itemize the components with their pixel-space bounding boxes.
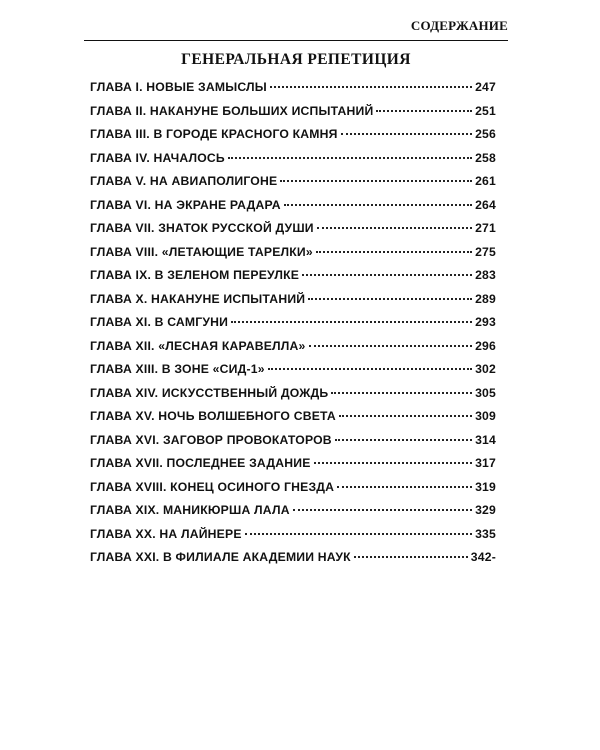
toc-entry[interactable]: [90, 104, 496, 128]
toc-entry-title: ГЛАВА IV. НАЧАЛОСЬ: [90, 150, 225, 165]
dot-leader: [280, 180, 472, 182]
toc-entry-title: ГЛАВА XVI. ЗАГОВОР ПРОВОКАТОРОВ: [90, 432, 332, 447]
dot-leader: [270, 86, 472, 88]
toc-entry-title: ГЛАВА III. В ГОРОДЕ КРАСНОГО КАМНЯ: [90, 127, 338, 141]
toc-entry[interactable]: [90, 550, 496, 574]
toc-entry[interactable]: [90, 221, 496, 245]
toc-entry-page: 293: [475, 315, 496, 329]
toc-entry-title: ГЛАВА XI. В САМГУНИ: [90, 315, 229, 329]
running-header: СОДЕРЖАНИЕ: [410, 18, 508, 33]
dot-leader: [293, 509, 472, 511]
toc-entry-page: 342-: [470, 550, 496, 564]
toc-entry-title: ГЛАВА XIII. В ЗОНЕ «СИД-1»: [90, 362, 265, 376]
toc-entry[interactable]: [90, 80, 496, 104]
toc-entry[interactable]: [90, 456, 496, 480]
toc-entry-page: 309: [475, 409, 496, 423]
toc-entry[interactable]: [90, 362, 496, 386]
toc-entry-title: ГЛАВА XXI. В ФИЛИАЛЕ АКАДЕМИИ НАУК: [90, 550, 351, 564]
toc-entry-page: 256: [475, 127, 496, 141]
toc-entry-title: ГЛАВА XIV. ИСКУССТВЕННЫЙ ДОЖДЬ: [90, 385, 329, 400]
toc-entry[interactable]: [90, 268, 496, 292]
dot-leader: [231, 321, 472, 323]
toc-entry-title: ГЛАВА X. НАКАНУНЕ ИСПЫТАНИЙ: [90, 291, 306, 306]
table-of-contents: [90, 80, 496, 574]
toc-entry-page: 317: [475, 456, 496, 470]
dot-leader: [302, 274, 472, 276]
toc-entry-page: 302: [475, 362, 496, 376]
toc-entry[interactable]: [90, 198, 496, 222]
toc-entry-page: 335: [475, 526, 496, 541]
toc-entry-page: 271: [475, 221, 496, 235]
toc-entry-title: ГЛАВА VII. ЗНАТОК РУССКОЙ ДУШИ: [90, 221, 314, 235]
dot-leader: [228, 157, 472, 159]
toc-entry-page: 264: [475, 197, 496, 212]
toc-entry-title: ГЛАВА XVIII. КОНЕЦ ОСИНОГО ГНЕЗДА: [90, 479, 335, 494]
toc-entry-title: ГЛАВА I. НОВЫЕ ЗАМЫСЛЫ: [90, 80, 267, 94]
dot-leader: [314, 462, 473, 464]
toc-entry-page: 314: [475, 432, 496, 447]
toc-entry[interactable]: [90, 151, 496, 175]
toc-entry-page: 283: [475, 268, 496, 282]
dot-leader: [317, 227, 472, 229]
dot-leader: [335, 439, 472, 441]
dot-leader: [376, 110, 472, 112]
dot-leader: [309, 345, 473, 347]
toc-entry-title: ГЛАВА XV. НОЧЬ ВОЛШЕБНОГО СВЕТА: [90, 409, 336, 423]
dot-leader: [331, 392, 472, 394]
toc-entry[interactable]: [90, 386, 496, 410]
toc-entry-title: ГЛАВА XX. НА ЛАЙНЕРЕ: [90, 526, 242, 541]
toc-entry[interactable]: [90, 339, 496, 363]
dot-leader: [316, 251, 472, 253]
toc-entry-page: 289: [475, 291, 496, 306]
toc-entry-page: 247: [475, 80, 496, 94]
toc-entry[interactable]: [90, 245, 496, 269]
toc-entry-page: 275: [475, 244, 496, 259]
dot-leader: [337, 486, 472, 488]
toc-entry[interactable]: [90, 433, 496, 457]
dot-leader: [268, 368, 472, 370]
toc-entry-title: ГЛАВА XVII. ПОСЛЕДНЕЕ ЗАДАНИЕ: [90, 456, 311, 470]
toc-entry-title: ГЛАВА XIX. МАНИКЮРША ЛАЛА: [90, 503, 290, 517]
dot-leader: [339, 415, 472, 417]
toc-entry-page: 305: [475, 385, 496, 400]
toc-entry[interactable]: [90, 480, 496, 504]
toc-entry-page: 319: [475, 479, 496, 494]
header-rule: [84, 40, 508, 41]
toc-entry-title: ГЛАВА II. НАКАНУНЕ БОЛЬШИХ ИСПЫТАНИЙ: [90, 103, 374, 118]
toc-entry-title: ГЛАВА VI. НА ЭКРАНЕ РАДАРА: [90, 197, 281, 212]
dot-leader: [308, 298, 472, 300]
dot-leader: [341, 133, 472, 135]
toc-entry[interactable]: [90, 292, 496, 316]
toc-entry[interactable]: [90, 503, 496, 527]
toc-entry-title: ГЛАВА V. НА АВИАПОЛИГОНЕ: [90, 174, 278, 188]
toc-entry-page: 261: [475, 174, 496, 188]
toc-entry-page: 329: [475, 503, 496, 517]
toc-entry-page: 296: [475, 338, 496, 353]
toc-entry-title: ГЛАВА IX. В ЗЕЛЕНОМ ПЕРЕУЛКЕ: [90, 268, 300, 282]
toc-entry-title: ГЛАВА VIII. «ЛЕТАЮЩИЕ ТАРЕЛКИ»: [90, 244, 313, 259]
dot-leader: [245, 533, 472, 535]
toc-entry[interactable]: [90, 127, 496, 151]
toc-entry-title: ГЛАВА XII. «ЛЕСНАЯ КАРАВЕЛЛА»: [90, 338, 306, 353]
toc-entry[interactable]: [90, 174, 496, 198]
toc-entry[interactable]: [90, 527, 496, 551]
dot-leader: [284, 204, 472, 206]
dot-leader: [354, 556, 468, 558]
toc-entry-page: 251: [475, 103, 496, 118]
toc-entry[interactable]: [90, 409, 496, 433]
section-title: ГЕНЕРАЛЬНАЯ РЕПЕТИЦИЯ: [181, 51, 411, 68]
toc-entry[interactable]: [90, 315, 496, 339]
toc-entry-page: 258: [475, 150, 496, 165]
